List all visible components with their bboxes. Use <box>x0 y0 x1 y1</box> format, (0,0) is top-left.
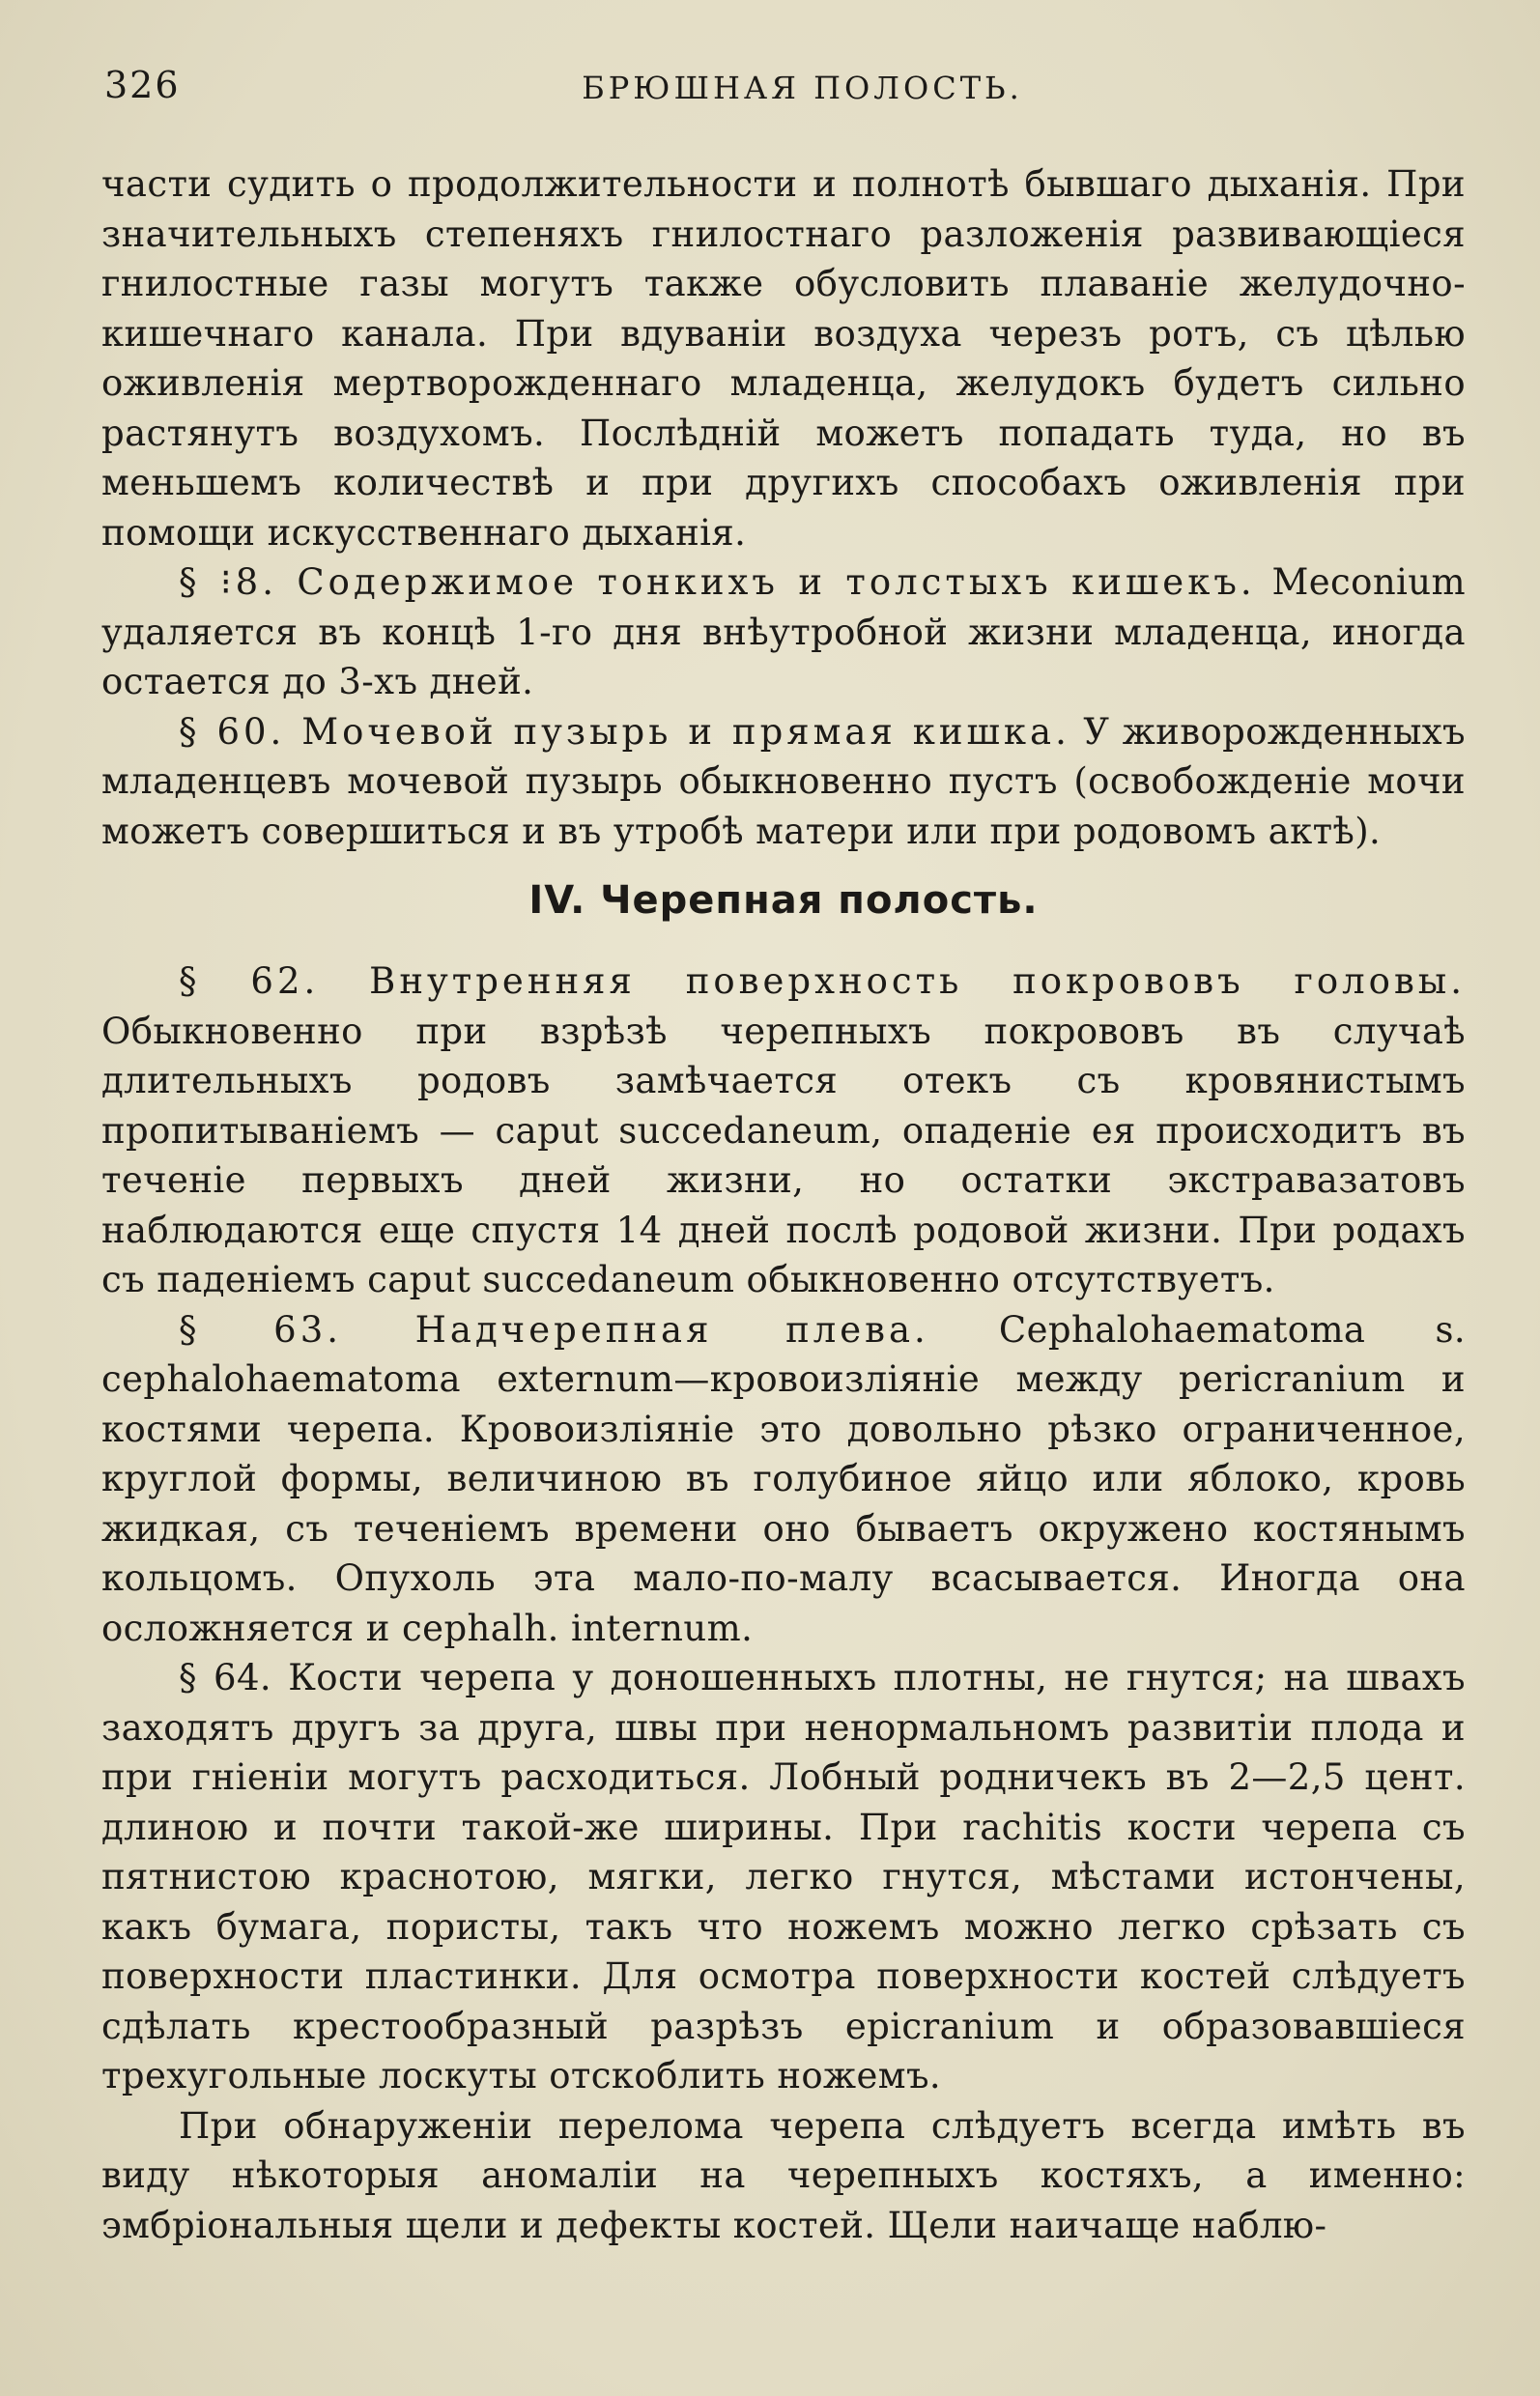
running-head <box>104 64 1462 122</box>
section-60-text: У живорожденныхъ младенцевъ мочевой пузырь обыкновенно пустъ (освобожденіе мочи можетъ совершиться и въ утробѣ матери или при родовомъ актѣ). <box>101 710 1466 852</box>
section-63-heading: § 63. Надчерепная плева. <box>179 1308 929 1351</box>
section-62-text: Обыкновенно при взрѣзѣ черепныхъ покрововъ въ случаѣ длительныхъ родовъ замѣчается отекъ съ кровянистымъ пропитываніемъ — caput succedaneum, опаденіе ея происходитъ въ теченіе первыхъ дней жизни, но остатки экстравазатовъ наблюдаются еще спустя 14 дней послѣ родовой жизни. При родахъ съ паденіемъ caput succedaneum обыкновенно отсутствуетъ. <box>101 1010 1466 1300</box>
paragraph-section-58 <box>101 557 1466 707</box>
paragraph-section-64: § 64. Кости черепа у доношенныхъ плотны, не гнутся; на швахъ заходятъ другъ за друга, швы при ненормальномъ развитіи плода и при гніеніи могутъ расходиться. Лобный родничекъ въ 2—2,5 цент. длиною и почти такой-же ширины. При rachitis кости черепа съ пятнистою краснотою, мягки, легко гнутся, мѣстами истончены, какъ бумага, пористы, такъ что ножемъ можно легко срѣзать съ поверхности пластинки. Для осмотра поверхности костей слѣдуетъ сдѣлать крестообразный разрѣзъ epicranium и образовавшіеся трехугольные лоскуты отскоблить ножемъ. <box>101 1657 1466 2096</box>
section-58-heading: § ⁝8. Содержимое тонкихъ и толстыхъ кишекъ. <box>179 561 1256 603</box>
paragraph-section-62 <box>101 956 1466 1305</box>
running-title: БРЮШНАЯ ПОЛОСТЬ. <box>582 70 1023 106</box>
paragraph-fractures: При обнаруженіи перелома черепа слѣдуетъ всегда имѣть въ виду нѣкоторыя аномаліи на черепныхъ костяхъ, а именно: эмбріональныя щели и дефекты костей. Щели наичаще наблю- <box>101 2104 1466 2246</box>
paragraph-continuation: части судить о продолжительности и полнотѣ бывшаго дыханія. При значительныхъ степеняхъ гнилостнаго разложенія развивающіеся гнилостные газы могутъ также обусловить плаваніе желудочно-кишечнаго канала. При вдуваніи воздуха черезъ ротъ, съ цѣлью оживленія мертворожденнаго младенца, желудокъ будетъ сильно растянутъ воздухомъ. Послѣдній можетъ попадать туда, но въ меньшемъ количествѣ и при другихъ способахъ оживленія при помощи искусственнаго дыханія. <box>101 163 1466 554</box>
paragraph-section-63 <box>101 1305 1466 1654</box>
body-text <box>101 159 1466 2250</box>
section-60-heading: § 60. Мочевой пузырь и прямая кишка. <box>179 710 1070 753</box>
section-63-text: Cephalohaematoma s. cephalohaematoma externum—кровоизліяніе между pericranium и костями черепа. Кровоизліяніе это довольно рѣзко ограниченное, круглой формы, величиною въ голубиное яйцо или яблоко, кровь жидкая, съ теченіемъ времени оно бываетъ окружено костянымъ кольцомъ. Опухоль эта мало-по-малу всасывается. Иногда она осложняется и cephalh. internum. <box>101 1308 1466 1649</box>
page-number: 326 <box>104 64 181 106</box>
paragraph-section-60 <box>101 707 1466 857</box>
chapter-heading: IV. Черепная полость. <box>528 878 1039 923</box>
section-62-heading: § 62. Внутренняя поверхность покрововъ головы. <box>179 960 1466 1002</box>
section-58-text: Meconium удаляется въ концѣ 1-го дня внѣутробной жизни младенца, иногда остается до 3-хъ дней. <box>101 561 1466 702</box>
